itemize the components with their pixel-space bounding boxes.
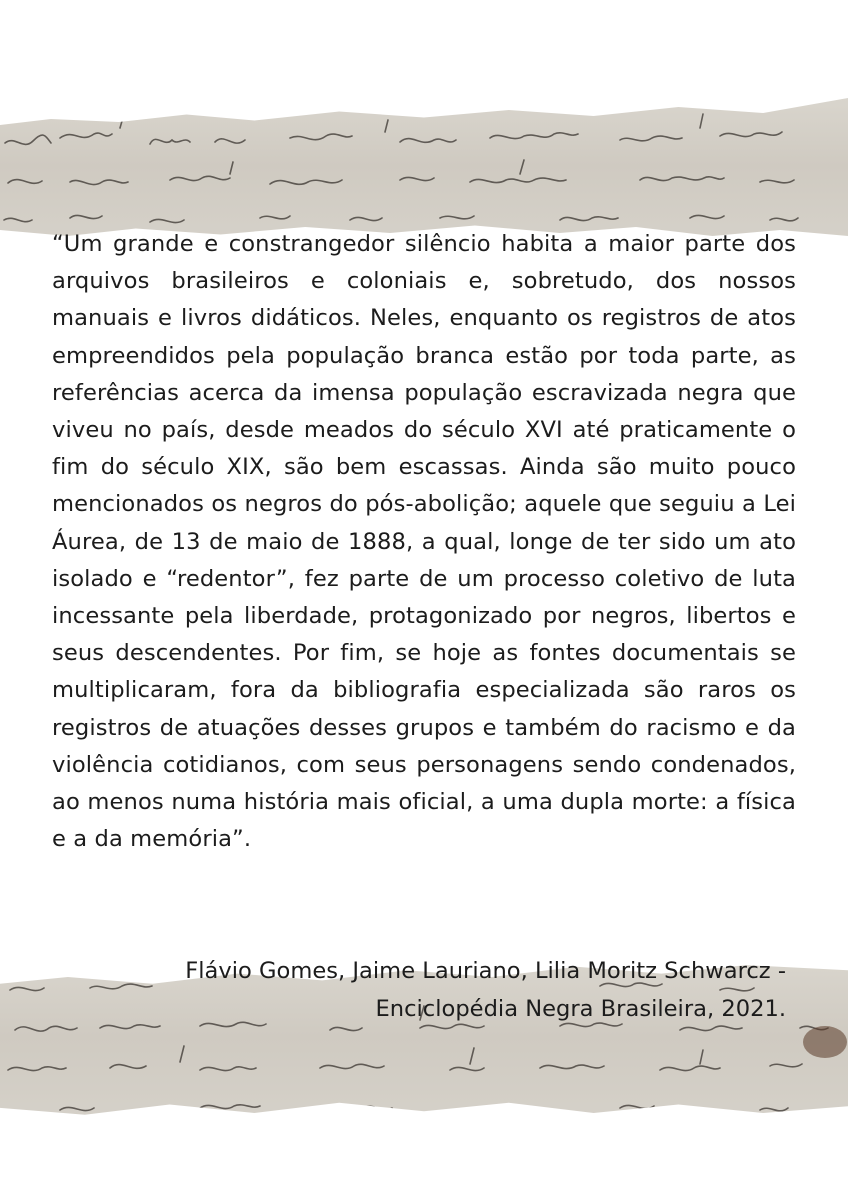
quote-paragraph: “Um grande e constrangedor silêncio habita a maior parte dos arquivos brasileiros e coloniais e, sobretudo, dos nossos manuais e livros didáticos. Neles, enquanto os registros de atos empreendidos pela população branca estão por toda parte, as referências acerca da imensa população escravizada negra que viveu no país, desde meados do século XVI até praticamente o fim do século XIX, são bem escassas. Ainda são muito pouco mencionados os negros do pós-abolição; aquele que seguiu a Lei Áurea, de 13 de maio de 1888, a qual, longe de ter sido um ato isolado e “redentor”, fez parte de um processo coletivo de luta incessante pela liberdade, protagonizado por negros, libertos e seus descendentes. Por fim, se hoje as fontes documentais se multiplicaram, fora da bibliografia especializada são raros os registros de atuações desses grupos e também do racismo e da violência cotidianos, com seus personagens sendo condenados, ao menos numa história mais oficial, a uma dupla morte: a física e a da memória”.: [52, 231, 796, 853]
ink-stain: [803, 1026, 847, 1058]
attribution: [86, 952, 786, 1028]
attribution-authors: Flávio Gomes, Jaime Lauriano, Lilia Moritz Schwarcz -: [185, 958, 786, 984]
attribution-source: Enciclopédia Negra Brasileira, 2021.: [375, 996, 786, 1022]
